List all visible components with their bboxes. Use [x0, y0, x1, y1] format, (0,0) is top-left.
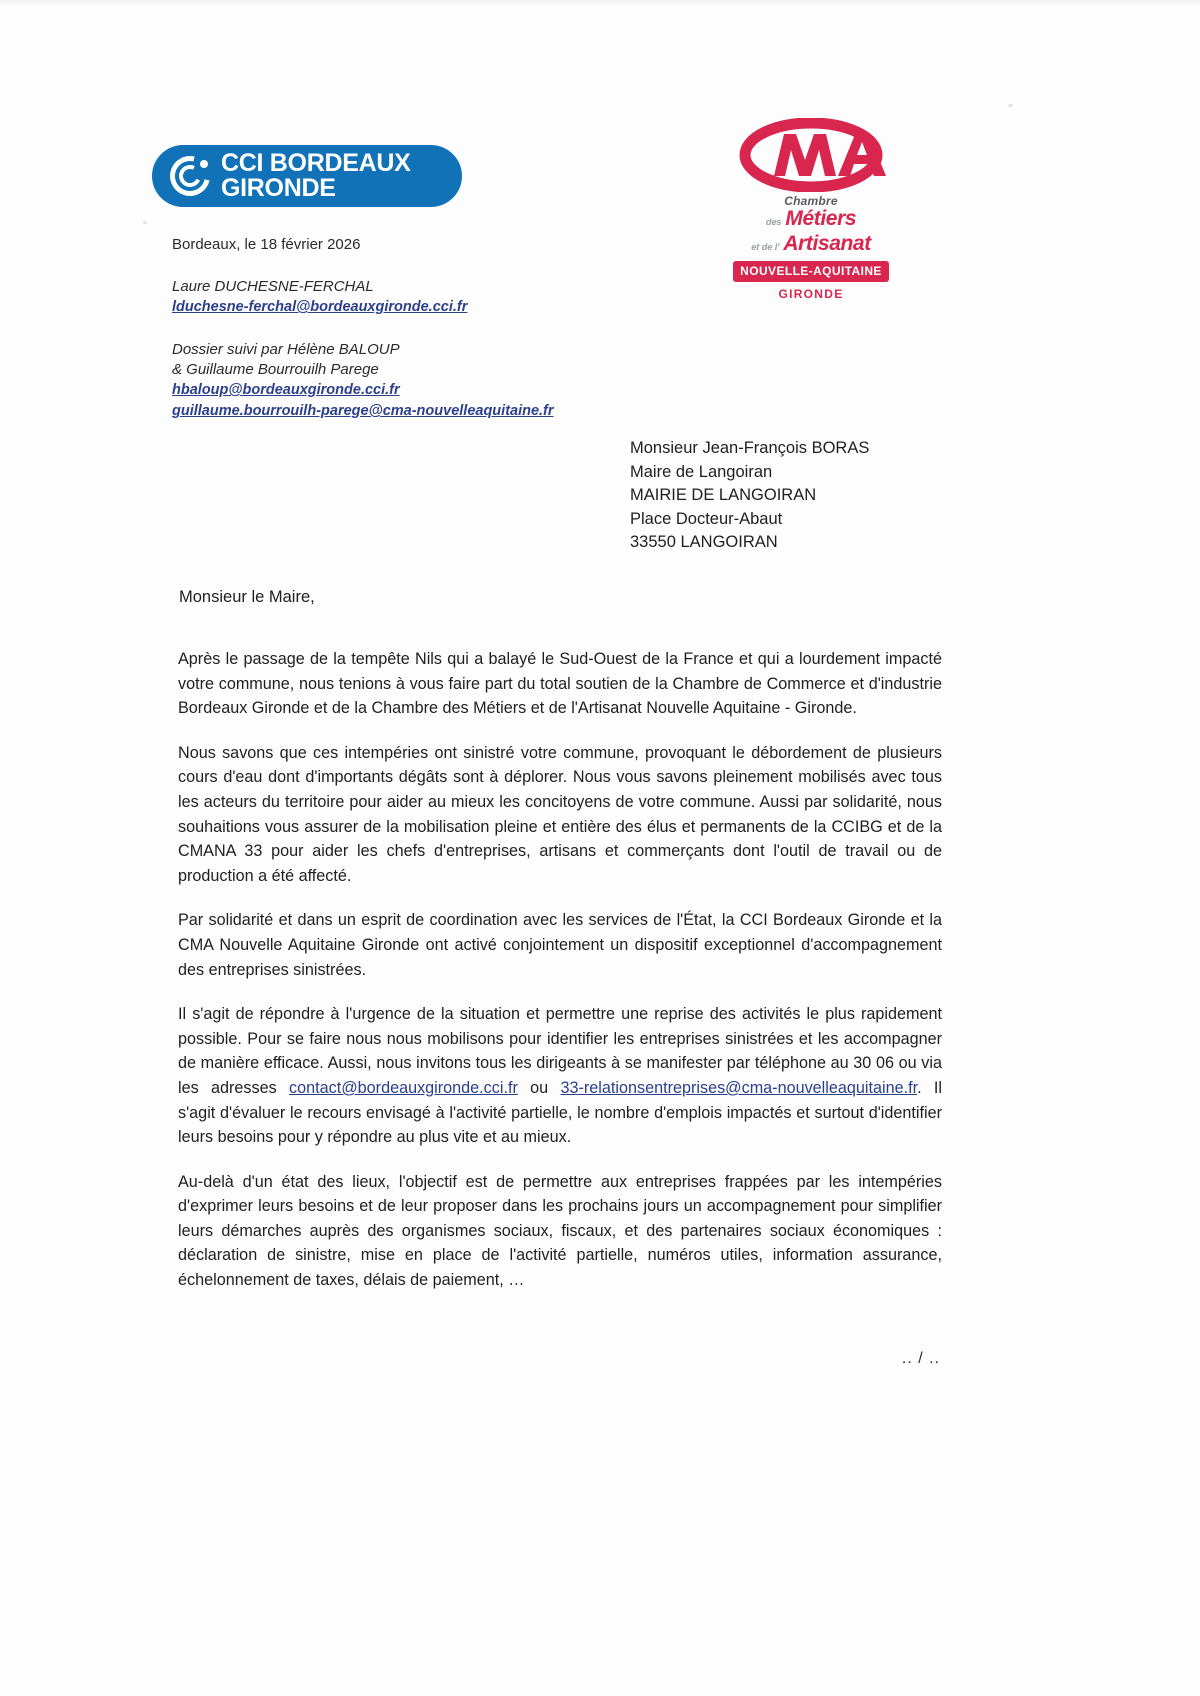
cma-monogram-icon	[726, 118, 896, 192]
followup-email-2-link[interactable]: guillaume.bourrouilh-parege@cma-nouvelleaquitaine.fr	[172, 403, 554, 419]
recipient-address-block	[630, 437, 1030, 555]
signatory-group	[172, 277, 632, 318]
contact-bordeauxgironde-email-link[interactable]: contact@bordeauxgironde.cci.fr	[289, 1078, 518, 1097]
cma-region-band: NOUVELLE-AQUITAINE	[733, 261, 889, 282]
salutation: Monsieur le Maire,	[179, 588, 315, 606]
cci-circle-mark-icon	[170, 156, 210, 196]
relationsentreprises-cma-email-link[interactable]: 33-relationsentreprises@cma-nouvelleaquitaine.fr	[560, 1078, 918, 1097]
sender-block	[172, 236, 632, 444]
body-paragraph-4-text-3: . Il s'agit d'évaluer le recours envisagé à l'activité partielle, le nombre d'emplois impactés et surtout d'identifier leurs besoins pour y répondre au plus vite et au mieux.	[178, 1078, 942, 1147]
cci-logo-line2: GIRONDE	[221, 174, 336, 202]
cci-bordeaux-gironde-logo	[152, 145, 462, 207]
cci-logo-text	[221, 151, 410, 201]
scan-speck	[143, 221, 147, 224]
body-paragraph-1: Après le passage de la tempête Nils qui a balayé le Sud-Ouest de la France et qui a lourdement impacté votre commune, nous tenions à vous faire part du total soutien de la Chambre de Commerce et d'industrie Bordeaux Gironde et de la Chambre des Métiers et de l'Artisanat Nouvelle Aquitaine - Gironde.	[178, 650, 942, 718]
recipient-line-2: Maire de Langoiran	[630, 462, 773, 481]
followup-line-1: Dossier suivi par Hélène BALOUP	[172, 341, 400, 358]
cma-des-label: des	[765, 217, 782, 227]
body-paragraph-4-text-2: ou	[517, 1078, 561, 1097]
cma-nouvelle-aquitaine-logo	[722, 118, 900, 301]
cma-metiers-line	[722, 208, 900, 233]
body-paragraph-5: Au-delà d'un état des lieux, l'objectif est de permettre aux entreprises frappées par les intempéries d'exprimer leurs besoins et de leur proposer dans les prochains jours un accompagnement pour simplifier leurs démarches auprès des organismes sociaux, fiscaux, et des partenaires sociaux économiques : déclaration de sinistre, mise en place de l'activité partielle, numéros utiles, information assurance, échelonnement de taxes, délais de paiement, …	[178, 1172, 942, 1290]
recipient-line-5: 33550 LANGOIRAN	[630, 533, 778, 551]
body-paragraph-2: Nous savons que ces intempéries ont sinistré votre commune, provoquant le débordement de plusieurs cours d'eau dont d'importants dégâts sont à déplorer. Nous vous savons pleinement mobilisés avec tous les acteurs du territoire pour aider au mieux les concitoyens de votre commune. Aussi par solidarité, nous souhaitions vous assurer de la mobilisation pleine et entière des élus et permanents de la CCIBG et de la CMANA 33 pour aider les chefs d'entreprises, artisans et commerçants dont l'outil de travail ou de production a été affecté.	[178, 743, 942, 885]
cma-etdel-label: et de l'	[751, 242, 780, 252]
followup-group	[172, 340, 632, 422]
recipient-line-1: Monsieur Jean-François BORAS	[630, 439, 870, 457]
followup-line-2: & Guillaume Bourrouilh Parege	[172, 361, 379, 378]
page-continuation-marker: .. / ..	[901, 1350, 940, 1367]
date-line: Bordeaux, le 18 février 2026	[172, 236, 361, 253]
scan-speck	[1008, 104, 1013, 107]
followup-email-1-link[interactable]: hbaloup@bordeauxgironde.cci.fr	[172, 382, 400, 398]
cci-logo-line1: CCI BORDEAUX	[221, 149, 411, 177]
recipient-line-4: Place Docteur-Abaut	[630, 509, 783, 528]
body-paragraph-3: Par solidarité et dans un esprit de coordination avec les services de l'État, la CCI Bordeaux Gironde et la CMA Nouvelle Aquitaine Gironde ont activé conjointement un dispositif exceptionnel d'accompagnement des entreprises sinistrées.	[178, 911, 942, 979]
cma-artisanat-label: Artisanat	[783, 232, 871, 255]
cma-metiers-label: Métiers	[785, 207, 857, 230]
cma-chambre-label: Chambre	[784, 194, 838, 208]
signatory-name: Laure DUCHESNE-FERCHAL	[172, 278, 374, 295]
scan-top-edge	[0, 0, 1200, 6]
recipient-line-3: MAIRIE DE LANGOIRAN	[630, 486, 817, 504]
cma-departement-label: GIRONDE	[778, 287, 844, 301]
body-paragraph-4	[178, 1002, 942, 1150]
signatory-email-link[interactable]: lduchesne-ferchal@bordeauxgironde.cci.fr	[172, 299, 468, 315]
cma-artisanat-line	[722, 233, 900, 258]
letter-body	[178, 647, 942, 1293]
body-paragraph-4-text-1: Il s'agit de répondre à l'urgence de la situation et permettre une reprise des activités le plus rapidement possible. Pour se faire nous nous mobilisons pour identifier les entreprises sinistrées et les accompagner de manière efficace. Aussi, nous invitons tous les dirigeants à se manifester par téléphone au 30 06 ou via les adresses	[178, 1005, 942, 1097]
